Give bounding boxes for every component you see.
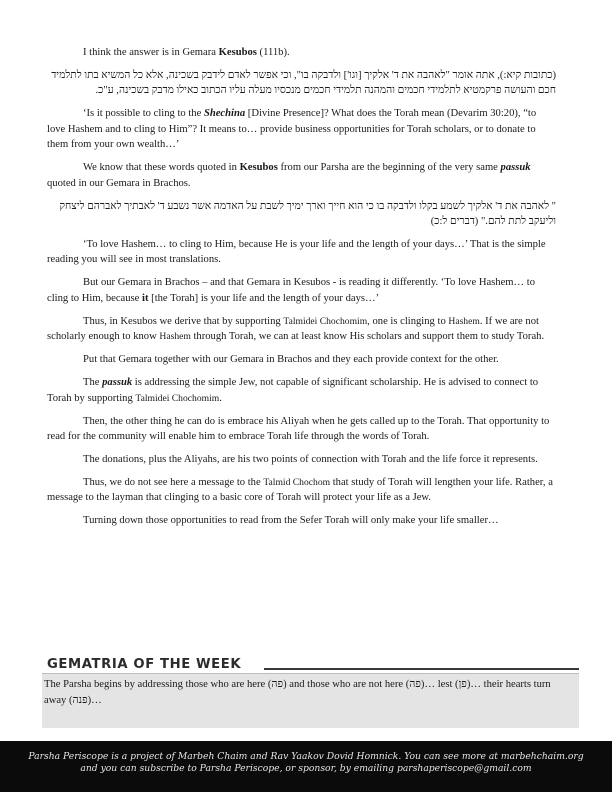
article-body — [47, 45, 554, 536]
footer-line-1: Parsha Periscope is a project of Marbeh Chaim and Rav Yaakov Dovid Homnick. You can see more at marbehchaim.org — [28, 751, 584, 762]
gematria-divider — [264, 668, 579, 670]
hebrew-word: פן — [458, 679, 467, 690]
paragraph-simple-jew: The passuk is addressing the simple Jew, not capable of significant scholarship. He is advised to connect to Torah by supporting Talmidei Chochomim. — [47, 377, 539, 404]
hebrew-quote-devarim: " לאהבה את ד' אלקיך לשמע בקלו ולדבקה בו כי הוא חייך וארך ימיך לשבת על האדמה אשר נשבע ד' לאבתיך לאברהם ליצחק וליעקב לתת להם." (דברים ל:כ) — [59, 200, 556, 228]
paragraph-simple-reading: ‘To love Hashem… to cling to Him, because He is your life and the length of your days…’ That is the simple reading you will see in most translations. — [47, 239, 546, 266]
hebrew-word: פה — [409, 679, 421, 690]
gematria-title: GEMATRIA OF THE WEEK — [47, 657, 242, 672]
paragraph-message: Thus, we do not see here a message to the Talmid Chochom that study of Torah will lengthen your life. Rather, a message to the layman that clinging to a basic core of Torah will protect your life as a Jew. — [47, 477, 553, 504]
kesubos-term: Kesubos — [218, 47, 257, 58]
paragraph-context: Put that Gemara together with our Gemara in Brachos and they each provide context for the other. — [83, 354, 499, 366]
paragraph-different-reading: But our Gemara in Brachos – and that Gemara in Kesubos - is reading it differently. ‘To love Hashem… to cling to Him, because it [the Torah] is your life and the length of your days…’ — [47, 277, 536, 304]
paragraph-intro: I think the answer is in Gemara Kesubos (111b). — [83, 47, 290, 58]
gematria-header — [47, 657, 579, 673]
paragraph-connection: The donations, plus the Aliyahs, are his two points of connection with Torah and the life force it represents. — [83, 454, 538, 466]
paragraph-derivation: Thus, in Kesubos we derive that by supporting Talmidei Chochomim, one is clinging to Hashem. If we are not scholarly enough to know Hashem through Torah, we can at least know His scholars and support them to study Torah. — [47, 315, 545, 343]
paragraph-passuk: We know that these words quoted in Kesubos from our Parsha are the beginning of the very same passuk quoted in our Gemara in Brachos. — [47, 162, 531, 189]
shechina-term: Shechina — [203, 108, 246, 120]
footer-line-2: and you can subscribe to Parsha Periscope, or sponsor, by emailing parshaperiscope@gmail.com — [80, 763, 532, 775]
footer-bar — [0, 741, 612, 792]
gematria-box: The Parsha begins by addressing those who are here (פה) and those who are not here (פה)… lest (פן)… their hearts turn away (פנה)… — [42, 673, 579, 728]
hebrew-word: פנה — [72, 694, 88, 706]
paragraph-conclusion: Turning down those opportunities to read from the Sefer Torah will only make your life smaller… — [83, 515, 499, 527]
hebrew-word: פה — [271, 679, 284, 690]
hebrew-quote-kesubos: (כתובות קיא:), אתה אומר "לאהבה את ד' אלקיך [וגו'] ולדבקה בו", וכי אפשר לאדם לידבק בשכינה, אלא כל המשיא בתו לתלמיד חכם והעושה פרקמטיא לתלמידי חכמים והמהנה תלמידי חכמים מנכסיו מעלה עליו הכתוב כאילו מדבק בשכינה, ע"כ. — [51, 70, 556, 97]
paragraph-translation: ‘Is it possible to cling to the Shechina [Divine Presence]? What does the Torah mean (Devarim 30:20), “to love Hashem and to cling to Him”? It means to… provide business opportunities for Torah scholars, or to donate to them from your own wealth…’ — [47, 108, 537, 151]
paragraph-aliyah: Then, the other thing he can do is embrace his Aliyah when he gets called up to the Torah. That opportunity to read for the community will enable him to embrace Torah life through the words of Torah. — [47, 415, 550, 443]
